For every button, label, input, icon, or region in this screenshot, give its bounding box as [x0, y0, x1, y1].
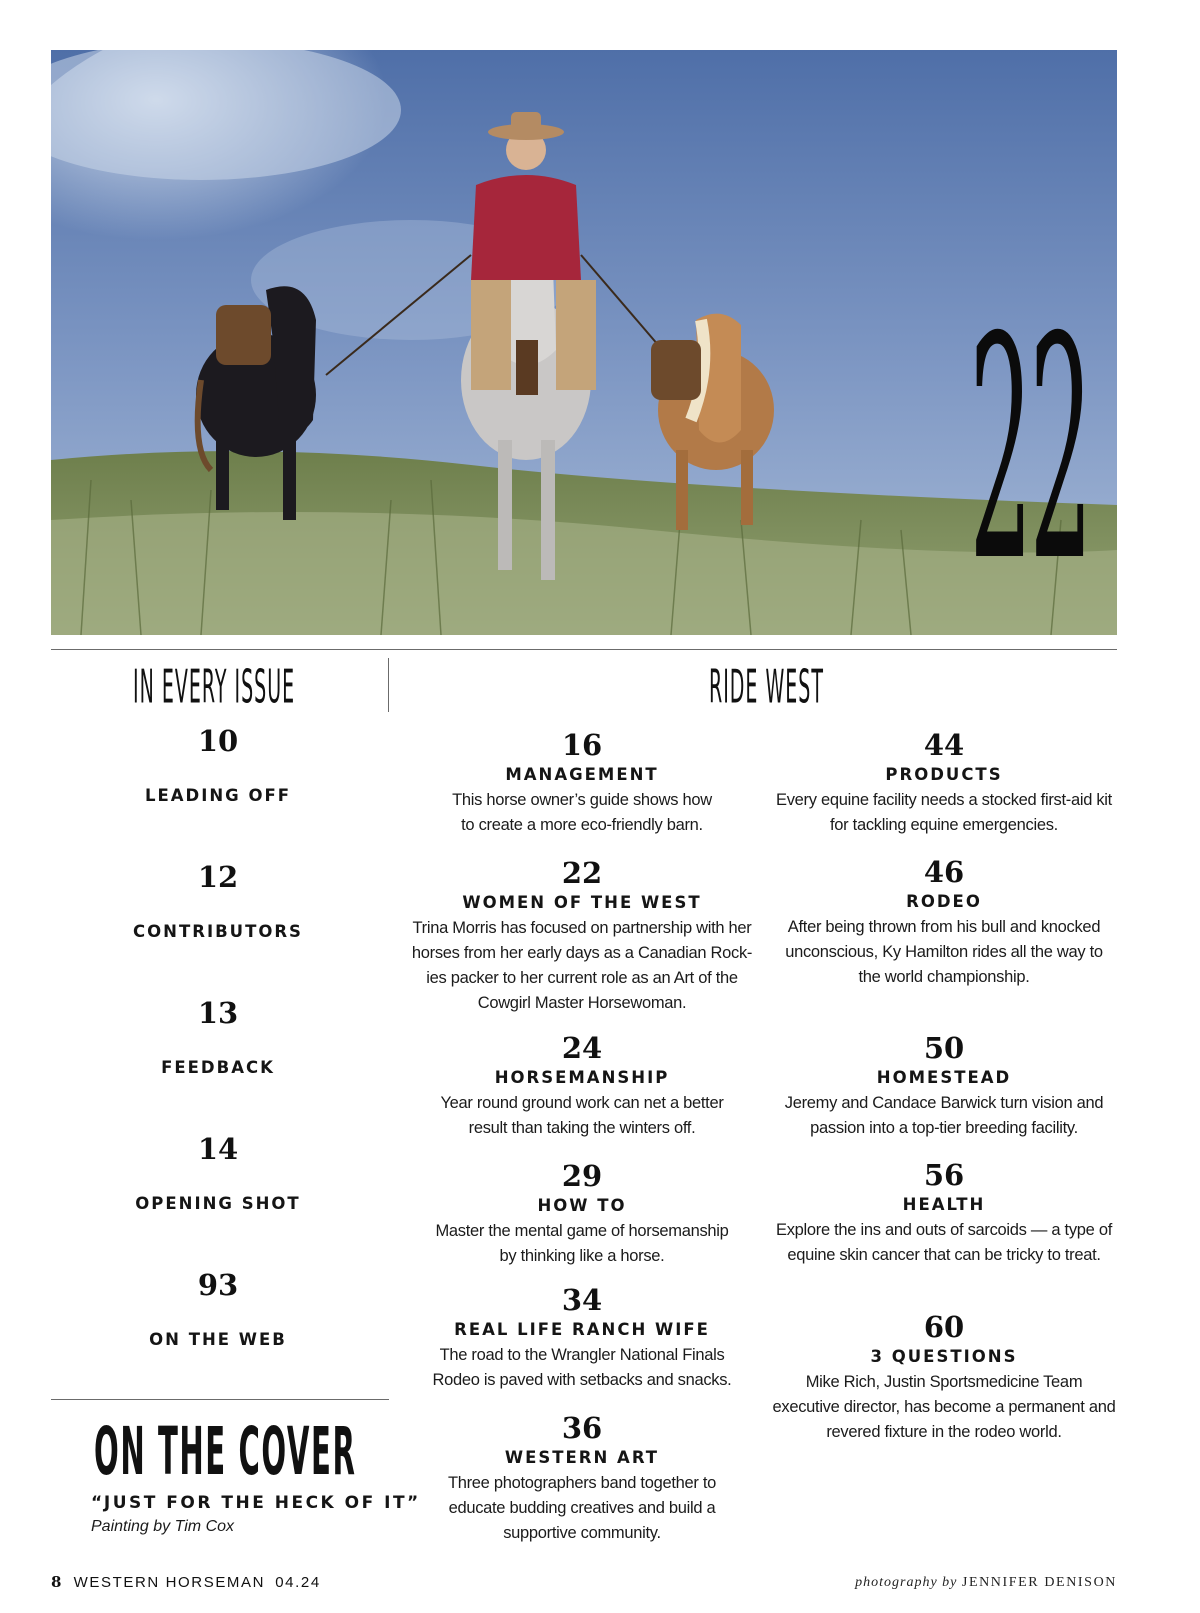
ride-west-heading: RIDE WEST [709, 660, 824, 714]
toc-article-management[interactable] [409, 728, 755, 838]
toc-item-leading-off[interactable] [108, 724, 328, 805]
cover-divider [51, 1399, 389, 1400]
article-description: This horse owner’s guide shows how to create a more eco-friendly barn. [452, 791, 712, 834]
page-number: 34 [561, 1283, 603, 1317]
riders-and-horses-photo [51, 50, 1117, 635]
page-number: 22 [561, 856, 603, 890]
toc-item-feedback[interactable] [108, 996, 328, 1077]
article-description: After being thrown from his bull and knocked unconscious, Ky Hamilton rides all the way to the world championship. [785, 918, 1103, 986]
page-number: 44 [923, 728, 965, 762]
page-number: 36 [561, 1411, 603, 1445]
section-title: OPENING SHOT [135, 1194, 301, 1213]
in-every-issue-heading: IN EVERY ISSUE [133, 660, 296, 714]
toc-item-contributors[interactable] [108, 860, 328, 941]
toc-article-3-questions[interactable] [771, 1310, 1117, 1445]
article-section: WESTERN ART [504, 1448, 660, 1467]
article-description: Every equine facility needs a stocked first-aid kit for tackling equine emergencies. [776, 791, 1112, 834]
article-section: HOMESTEAD [876, 1068, 1012, 1087]
cover-artwork-credit: Painting by Tim Cox [91, 1518, 235, 1535]
article-section: RODEO [906, 892, 982, 911]
hero-photo [51, 50, 1117, 635]
toc-article-horsemanship[interactable] [409, 1031, 755, 1141]
toc-article-health[interactable] [771, 1158, 1117, 1268]
page-number: 60 [923, 1310, 965, 1344]
on-the-cover-heading: ON THE COVER [94, 1414, 357, 1491]
column-divider [388, 658, 389, 712]
article-description: Year round ground work can net a better result than taking the winters off. [440, 1094, 724, 1137]
page-folio [51, 1573, 321, 1591]
toc-article-real-life-ranch-wife[interactable] [409, 1283, 755, 1393]
issue-date: 04.24 [275, 1574, 321, 1591]
article-section: WOMEN OF THE WEST [462, 893, 702, 912]
article-section: REAL LIFE RANCH WIFE [454, 1320, 710, 1339]
toc-article-products[interactable] [771, 728, 1117, 838]
toc-article-women-of-the-west[interactable] [409, 856, 755, 1016]
page-number: 50 [923, 1031, 965, 1065]
page-number: 24 [561, 1031, 603, 1065]
article-description: Mike Rich, Justin Sportsmedicine Team executive director, has become a permanent and revered fixture in the rodeo world. [772, 1373, 1116, 1441]
article-description: Trina Morris has focused on partnership with her horses from her early days as a Canadian Rock-ies packer to her current role as an Art of the Cowgirl Master Horsewoman. [411, 919, 753, 1012]
page-number: 14 [197, 1132, 239, 1166]
toc-article-rodeo[interactable] [771, 855, 1117, 990]
toc-article-homestead[interactable] [771, 1031, 1117, 1141]
section-divider-top [51, 649, 1117, 650]
page-number: 12 [197, 860, 239, 894]
article-description: Jeremy and Candace Barwick turn vision and passion into a top-tier breeding facility. [784, 1094, 1104, 1137]
article-description: The road to the Wrangler National Finals Rodeo is paved with setbacks and snacks. [432, 1346, 732, 1389]
article-section: HEALTH [902, 1195, 986, 1214]
toc-article-western-art[interactable] [409, 1411, 755, 1546]
article-section: PRODUCTS [885, 765, 1003, 784]
page-number: 46 [923, 855, 965, 889]
section-title: ON THE WEB [149, 1330, 287, 1349]
page-number: 93 [197, 1268, 239, 1302]
page-number: 13 [197, 996, 239, 1030]
article-description: Master the mental game of horsemanship by thinking like a horse. [435, 1222, 729, 1265]
feature-page-number: 22 [968, 272, 1089, 629]
toc-article-how-to[interactable] [409, 1159, 755, 1269]
cover-artwork-title: “JUST FOR THE HECK OF IT” [91, 1493, 421, 1513]
article-section: 3 QUESTIONS [870, 1347, 1018, 1366]
page-number: 10 [197, 724, 239, 758]
photo-credit-prefix: photography by [855, 1575, 958, 1590]
section-title: FEEDBACK [161, 1058, 275, 1077]
article-section: MANAGEMENT [505, 765, 659, 784]
folio-page-number: 8 [51, 1573, 62, 1591]
page-number: 29 [561, 1159, 603, 1193]
toc-item-on-the-web[interactable] [108, 1268, 328, 1349]
article-description: Three photographers band together to educate budding creatives and build a supportive community. [447, 1474, 717, 1542]
photographer-name: JENNIFER DENISON [961, 1575, 1117, 1590]
toc-item-opening-shot[interactable] [108, 1132, 328, 1213]
magazine-name: WESTERN HORSEMAN [73, 1574, 266, 1591]
page-number: 16 [561, 728, 603, 762]
section-title: CONTRIBUTORS [133, 922, 303, 941]
page-number: 56 [923, 1158, 965, 1192]
article-description: Explore the ins and outs of sarcoids — a type of equine skin cancer that can be tricky to treat. [776, 1221, 1112, 1264]
photo-credit [855, 1575, 1117, 1591]
article-section: HOW TO [537, 1196, 627, 1215]
article-section: HORSEMANSHIP [494, 1068, 670, 1087]
section-title: LEADING OFF [144, 786, 292, 805]
